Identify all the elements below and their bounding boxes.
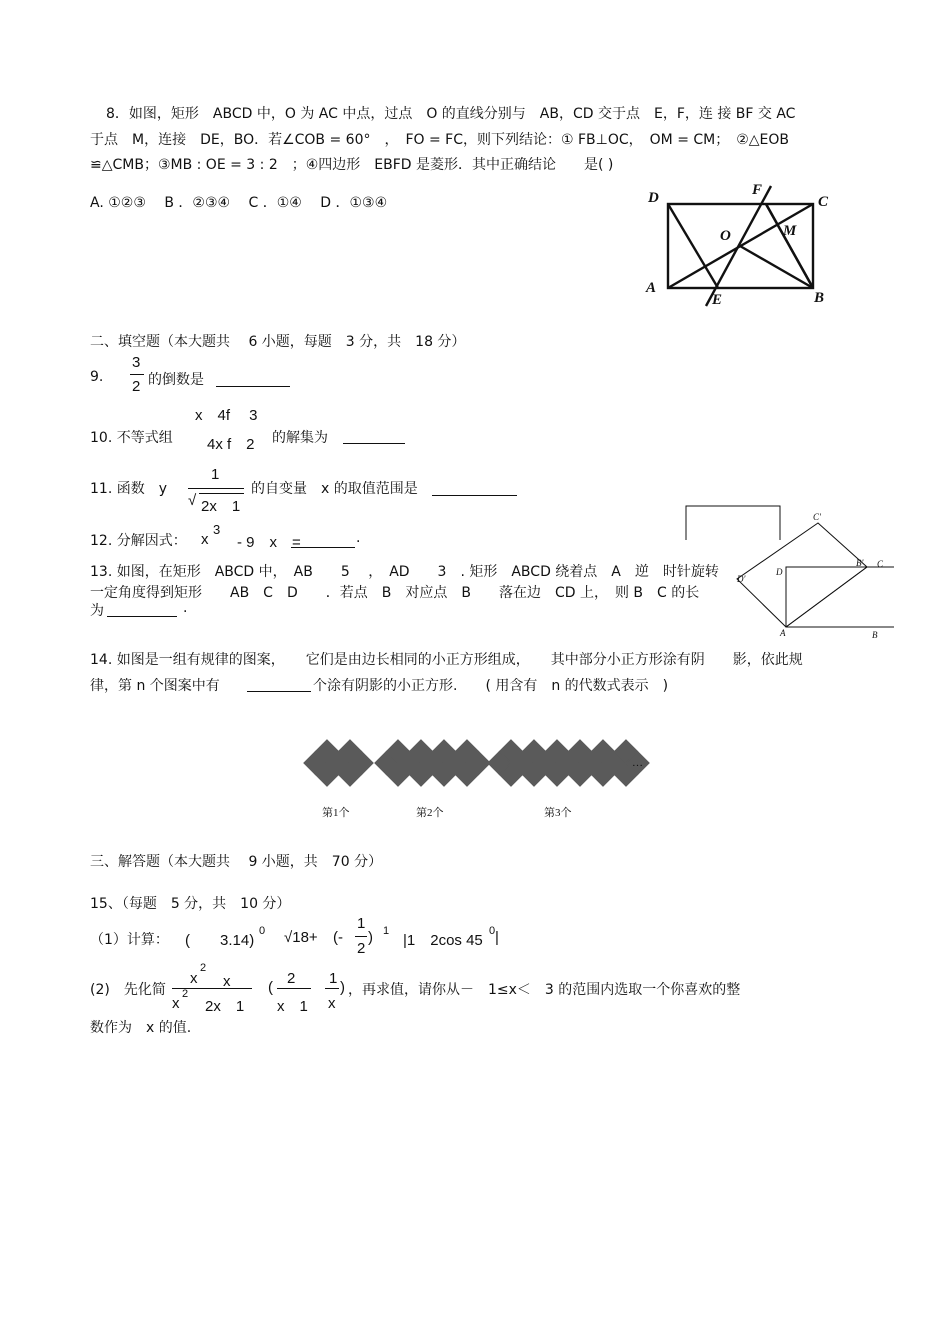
q12-answer-blank[interactable] — [291, 546, 355, 548]
q14-line1: 14. 如图是一组有规律的图案， 它们是由边长相同的小正方形组成， 其中部分小正方形涂有阴 影，依此规 — [90, 652, 803, 668]
section3-title: 三、解答题（本大题共 9 小题，共 70 分） — [90, 854, 383, 870]
q13-line1: 13. 如图，在矩形 ABCD 中， AB 5 ， AD 3 . 矩形 ABCD 绕着点 A 逆 时针旋转 — [90, 564, 719, 580]
q13-top-frame — [686, 506, 780, 540]
q9-denominator: 2 — [132, 378, 141, 395]
q14-patterns — [304, 740, 649, 786]
label-a: A — [780, 628, 786, 638]
q10-text: 的解集为 — [272, 430, 328, 446]
q15-p2-den: x — [172, 995, 180, 1012]
q9-fraction-bar — [130, 374, 144, 375]
q12-expr-b: - 9 x = — [237, 534, 301, 551]
q15-p1-label: （1）计算： — [90, 932, 169, 948]
q8-rectangle-figure — [640, 180, 840, 310]
q15-p2-label: (2) 先化简 — [90, 982, 166, 998]
q14-line2a: 律，第 n 个图案中有 — [90, 678, 220, 694]
q12-num: 12. 分解因式： — [90, 533, 187, 549]
caption-2: 第2个 — [416, 807, 444, 819]
label-b-prime: B' — [856, 558, 864, 568]
q15-p1-frac-den: 2 — [357, 940, 366, 957]
q9-num: 9. — [90, 369, 104, 385]
q11-numerator: 1 — [211, 466, 220, 483]
q10-num: 10. 不等式组 — [90, 430, 173, 446]
label-o: O — [720, 228, 731, 244]
q15-p1-c-exp: 1 — [383, 925, 390, 937]
q15-p2-num: x — [190, 970, 198, 987]
q8-line1: 8．如图，矩形 ABCD 中，O 为 AC 中点，过点 O 的直线分别与 AB，CD 交于点 E，F，连 接 BF 交 AC — [106, 106, 796, 122]
section2-title: 二、填空题（本大题共 6 小题，每题 3 分，共 18 分） — [90, 334, 466, 350]
q11-text: 的自变量 x 的取值范围是 — [251, 481, 418, 497]
label-d: D — [776, 567, 783, 577]
q15-p1-d-close: | — [495, 929, 499, 946]
label-d: D — [648, 190, 659, 206]
label-c: C — [877, 559, 884, 569]
q12-exponent: 3 — [213, 522, 221, 537]
q13-line3-end: . — [183, 600, 188, 616]
q11-num: 11. 函数 y — [90, 481, 167, 497]
q15-p1-a: ( 3.14) — [185, 932, 255, 949]
q11-denominator: 2x 1 — [201, 498, 241, 515]
label-b: B — [872, 630, 878, 640]
q9-text: 的倒数是 — [148, 372, 204, 388]
q8-options: A. ①②③ B ．②③④ C ．①④ D ．①③④ — [90, 195, 388, 211]
q15-p2-f1-num: 2 — [287, 970, 296, 987]
q15-p2-tail: ，再求值，请你从－ 1≤x＜ 3 的范围内选取一个你喜欢的整 — [348, 982, 741, 998]
caption-1: 第1个 — [322, 807, 350, 819]
rect-abcd — [786, 567, 894, 627]
label-a: A — [646, 280, 657, 296]
label-m: M — [783, 223, 797, 239]
q15-p1-d: |1 2cos 45 — [403, 932, 483, 949]
q15-p2-close: ) — [340, 979, 345, 996]
segment-de — [668, 204, 718, 288]
q13-rotation-figure — [684, 504, 894, 644]
label-c: C — [818, 194, 829, 210]
q13-answer-blank[interactable] — [107, 615, 177, 617]
q15-p1-b: √18+ — [284, 929, 318, 946]
q15-p1-c-close: ) — [368, 929, 373, 946]
rect-rotated — [737, 523, 867, 627]
q15-p1-c: (- — [333, 929, 343, 946]
q12-end: . — [356, 530, 361, 546]
q10-answer-blank[interactable] — [343, 442, 405, 444]
q8-line3: ≌△CMB；③MB : OE = 3 : 2 ；④四边形 EBFD 是菱形．其中正确结论 是( ) — [90, 157, 614, 173]
q15-p1-a-exp: 0 — [259, 925, 266, 937]
label-d-prime: D' — [737, 574, 746, 584]
q15-p1-frac-num: 1 — [357, 915, 366, 932]
q11-answer-blank[interactable] — [432, 494, 517, 496]
label-e: E — [712, 292, 723, 308]
q11-fraction-bar — [188, 488, 244, 489]
q10-row2: 4x f 2 — [207, 436, 255, 453]
q15-p2-open: ( — [268, 979, 273, 996]
q11-sqrt-bar — [199, 493, 244, 494]
q10-row1: x 4f 3 — [195, 407, 258, 424]
q13-line3: 为 — [90, 603, 104, 619]
q9-numerator: 3 — [132, 354, 141, 371]
q15-p2-f2-num: 1 — [329, 970, 338, 987]
q15-p1-d-exp: 0 — [489, 925, 496, 937]
q14-answer-blank[interactable] — [247, 690, 311, 692]
q12-expr-a: x — [201, 531, 209, 548]
pattern-ellipsis: … — [632, 757, 643, 769]
q15-p2-den-rest: 2x 1 — [190, 998, 245, 1015]
q15-p2-num-rest: x — [208, 973, 231, 990]
q15-p2-den-exp: 2 — [182, 988, 189, 1000]
q9-answer-blank[interactable] — [216, 385, 290, 387]
q15-p2-f1-bar — [277, 988, 311, 989]
q13-line2: 一定角度得到矩形 AB C D ．若点 B 对应点 B 落在边 CD 上， 则 B C 的长 — [90, 585, 700, 601]
q8-line2: 于点 M，连接 DE，BO．若∠COB = 60° ， FO = FC，则下列结论：① FB⊥OC， OM = CM； ②△EOB — [90, 132, 790, 148]
q15-p2-f2-den: x — [328, 995, 336, 1012]
label-c-prime: C' — [813, 512, 821, 522]
q14-pattern-figure — [300, 728, 660, 828]
segment-ab-prime — [786, 567, 867, 627]
q15-p1-frac-bar — [355, 936, 367, 937]
label-b: B — [814, 290, 825, 306]
label-f: F — [752, 182, 763, 198]
q15-p2-line2: 数作为 x 的值. — [90, 1020, 192, 1036]
q15-p2-num-exp: 2 — [200, 962, 207, 974]
q15-p2-f2-bar — [325, 988, 339, 989]
q14-line2b: 个涂有阴影的小正方形. ( 用含有 n 的代数式表示 ) — [313, 678, 669, 694]
q15-head: 15、（每题 5 分，共 10 分） — [90, 896, 291, 912]
q11-sqrt-sign: √ — [188, 492, 197, 509]
q15-p2-f1-den: x 1 — [277, 998, 308, 1015]
caption-3: 第3个 — [544, 807, 572, 819]
